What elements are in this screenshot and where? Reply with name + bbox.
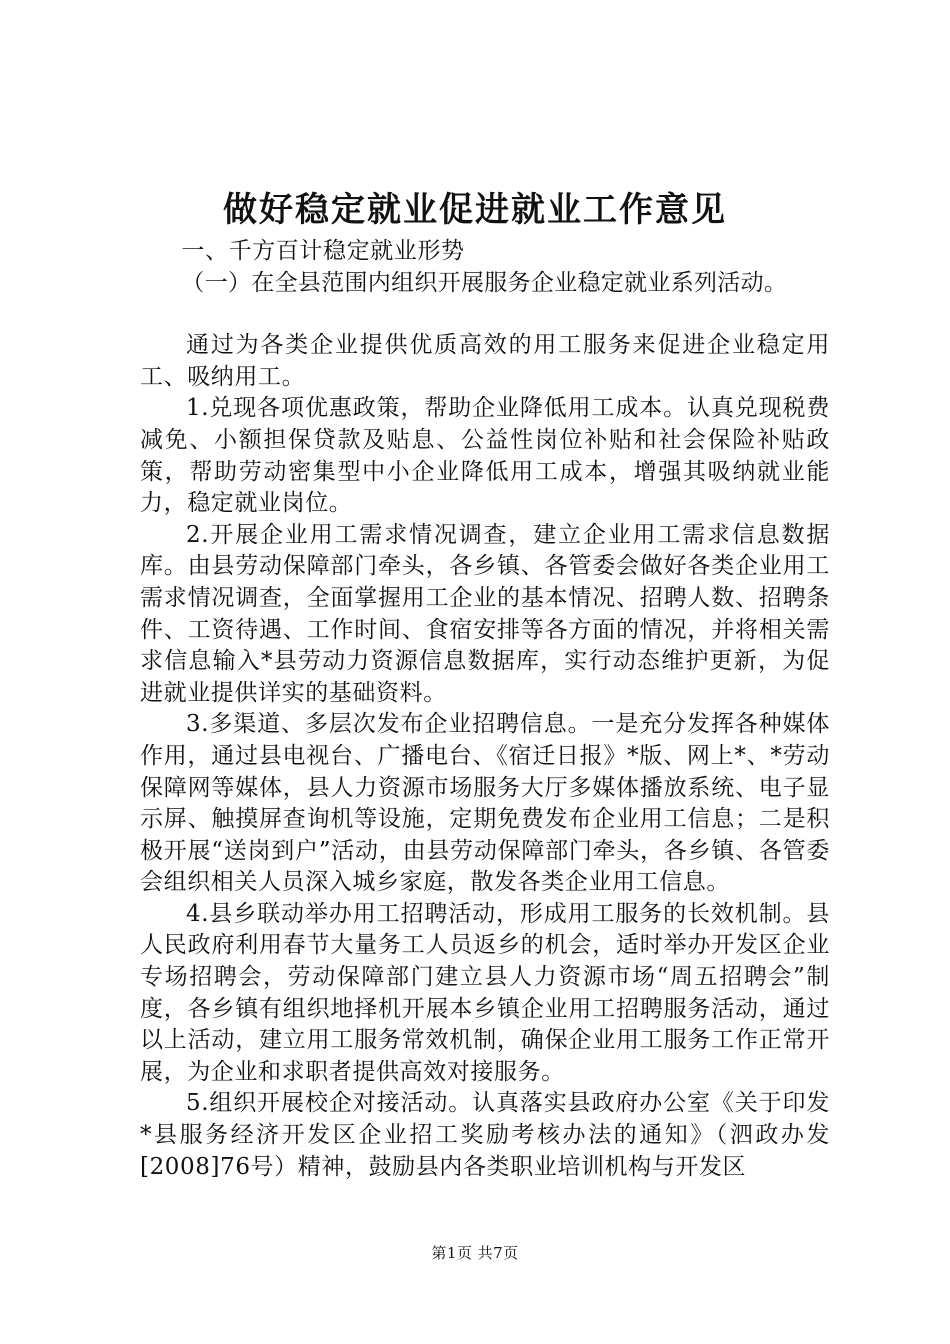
section-heading: 一、千方百计稳定就业形势 xyxy=(181,238,465,264)
page-footer: 第1页 共7页 xyxy=(431,1244,519,1262)
body-paragraph: 通过为各类企业提供优质高效的用工服务来促进企业稳定用工、吸纳用工。 xyxy=(140,332,830,390)
body-paragraph: 2.开展企业用工需求情况调查，建立企业用工需求信息数据库。由县劳动保障部门牵头，各乡镇、各管委会做好各类企业用工需求情况调查，全面掌握用工企业的基本情况、招聘人数、招聘条件、工资待遇、工作时间、食宿安排等各方面的情况，并将相关需求信息输入*县劳动力资源信息数据库，实行动态维护更新，为促进就业提供详实的基础资料。 xyxy=(140,521,830,706)
body-paragraph: 3.多渠道、多层次发布企业招聘信息。一是充分发挥各种媒体作用，通过县电视台、广播电台、《宿迁日报》*版、网上*、*劳动保障网等媒体，县人力资源市场服务大厅多媒体播放系统、电子显示屏、触摸屏查询机等设施，定期免费发布企业用工信息；二是积极开展“送岗到户”活动，由县劳动保障部门牵头，各乡镇、各管委会组织相关人员深入城乡家庭，散发各类企业用工信息。 xyxy=(140,711,830,896)
document-body xyxy=(140,236,830,1183)
body-paragraph: 1.兑现各项优惠政策，帮助企业降低用工成本。认真兑现税费减免、小额担保贷款及贴息、公益性岗位补贴和社会保险补贴政策，帮助劳动密集型中小企业降低用工成本，增强其吸纳就业能力，稳定就业岗位。 xyxy=(140,395,830,517)
body-paragraph: 5.组织开展校企对接活动。认真落实县政府办公室《关于印发*县服务经济开发区企业招工奖励考核办法的通知》（泗政办发[2008]76号）精神，鼓励县内各类职业培训机构与开发区 xyxy=(140,1090,830,1180)
subsection-heading: （一）在全县范围内组织开展服务企业稳定就业系列活动。 xyxy=(181,269,788,296)
body-paragraph: 4.县乡联动举办用工招聘活动，形成用工服务的长效机制。县人民政府利用春节大量务工人员返乡的机会，适时举办开发区企业专场招聘会，劳动保障部门建立县人力资源市场“周五招聘会”制度，各乡镇有组织地择机开展本乡镇企业用工招聘服务活动，通过以上活动，建立用工服务常效机制，确保企业用工服务工作正常开展，为企业和求职者提供高效对接服务。 xyxy=(140,900,830,1085)
document-title: 做好稳定就业促进就业工作意见 xyxy=(223,190,727,230)
